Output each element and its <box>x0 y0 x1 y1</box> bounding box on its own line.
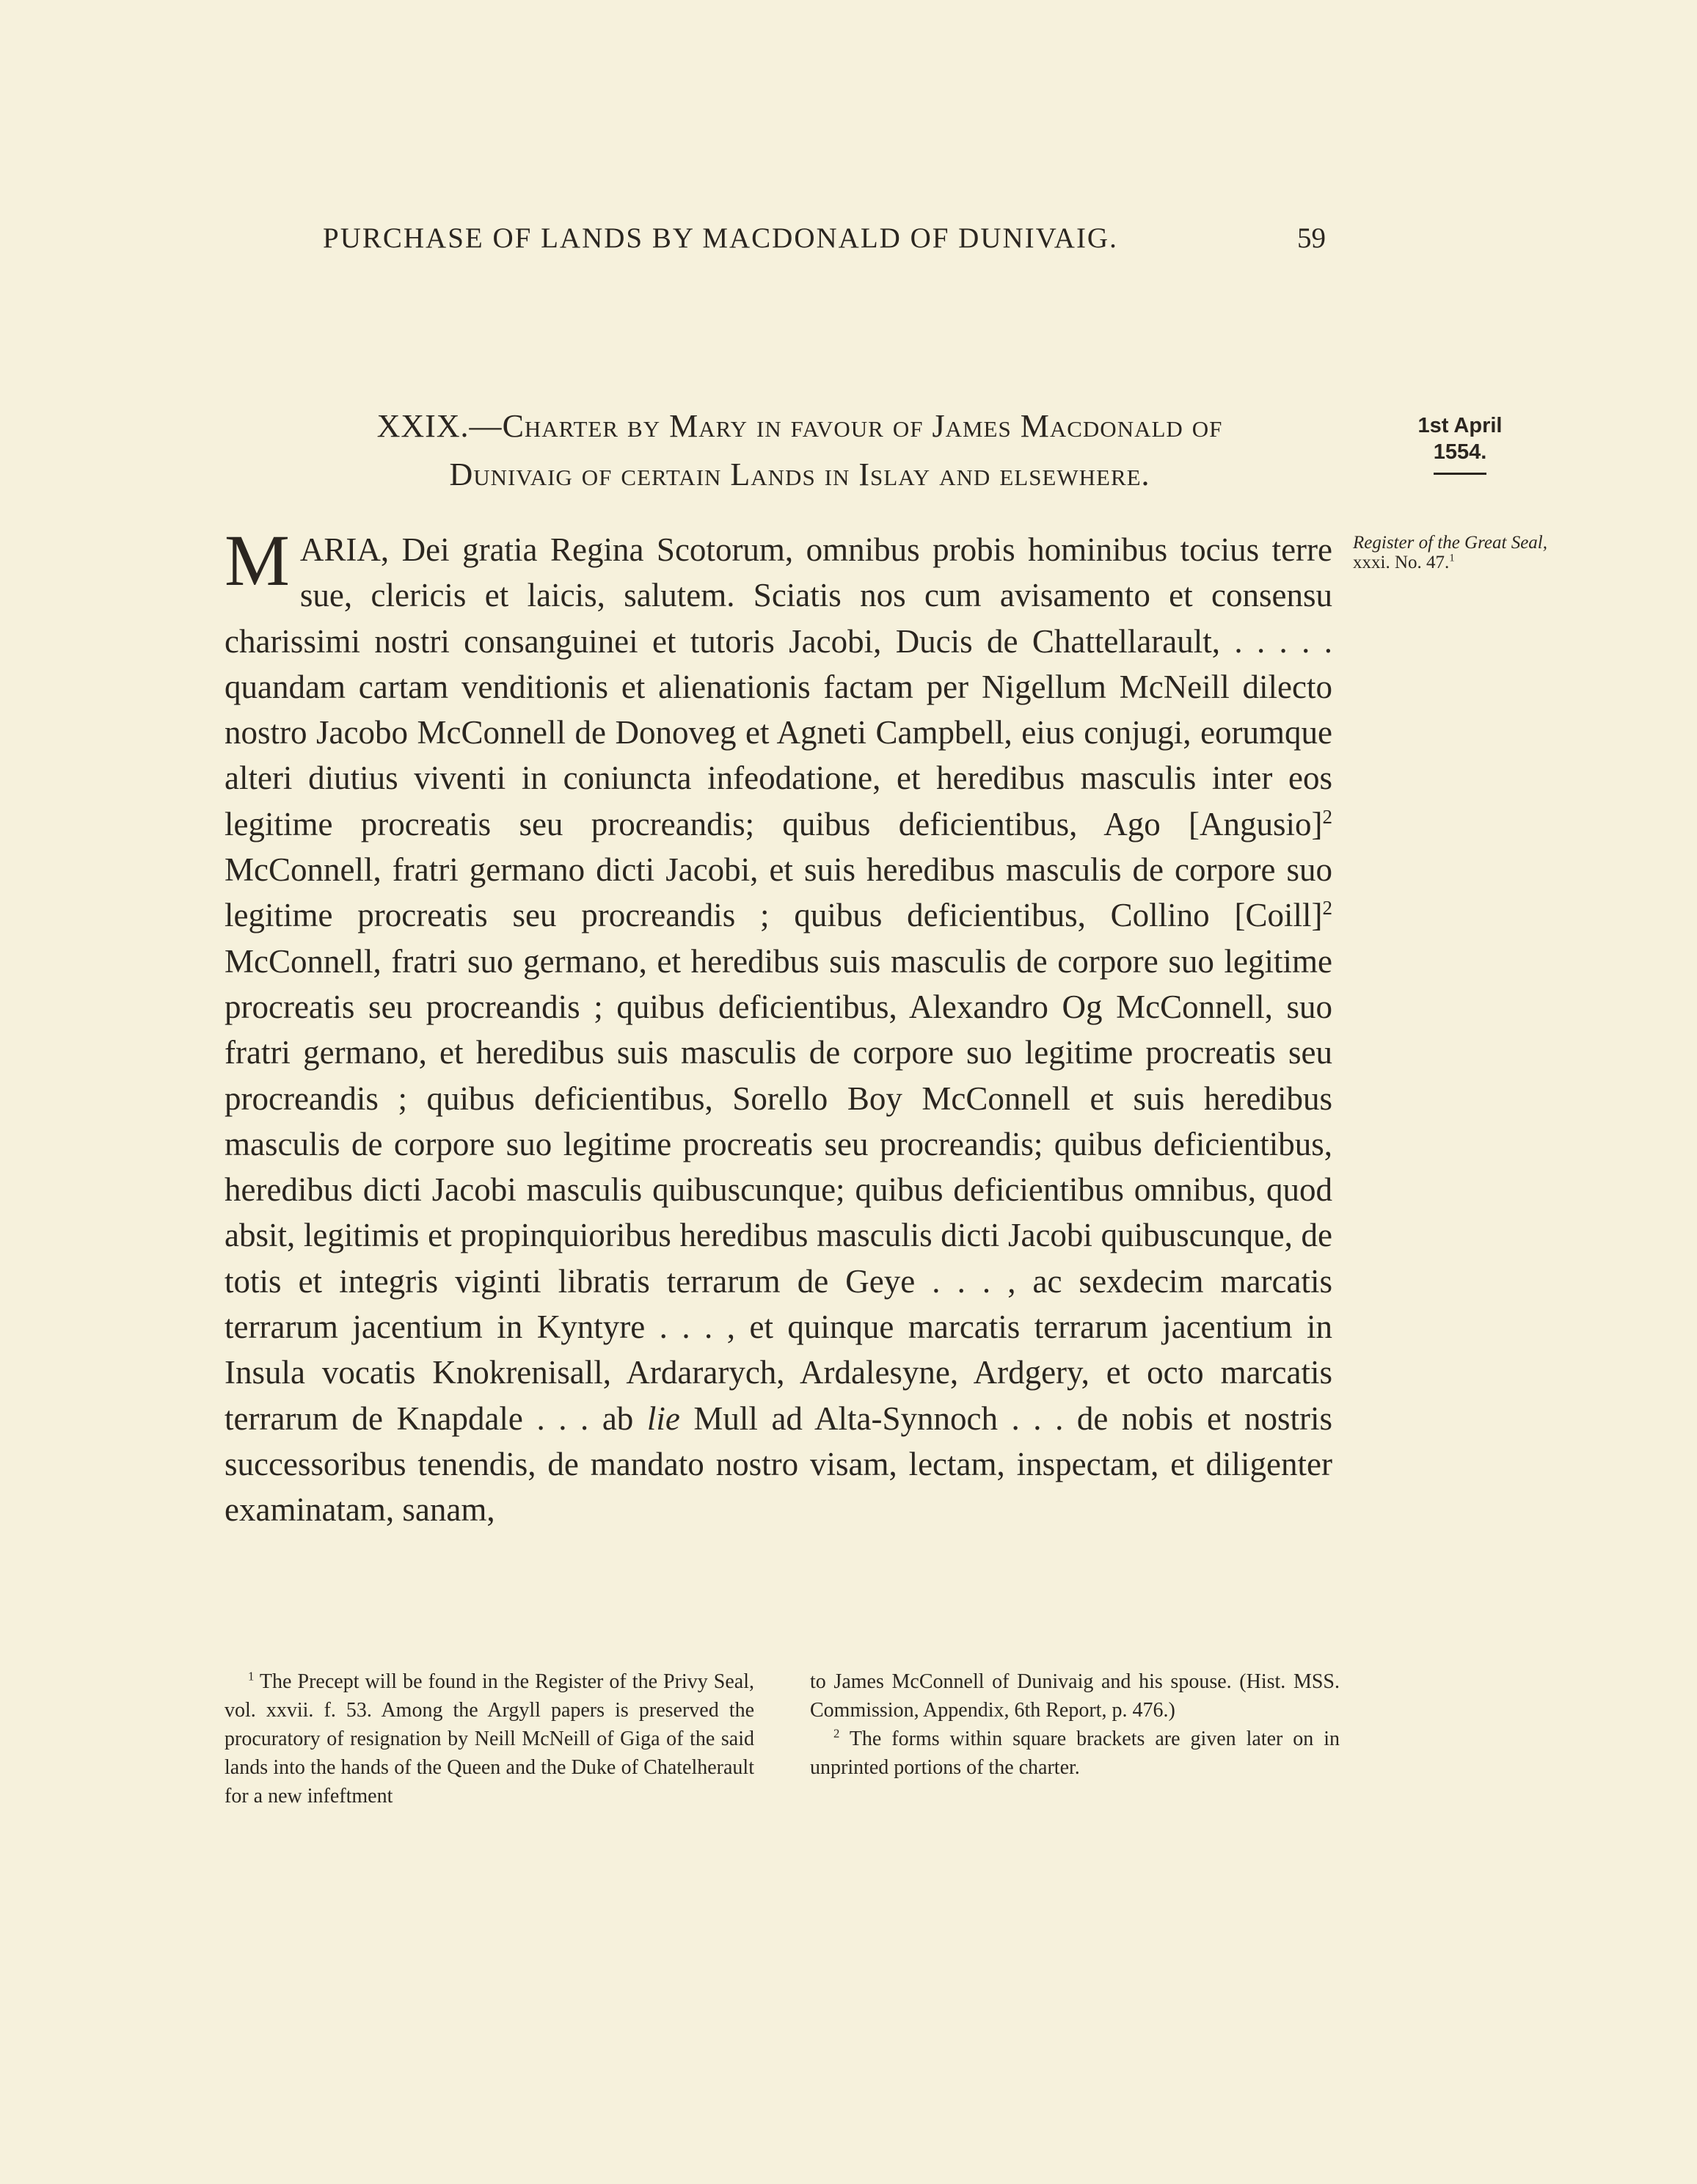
footnote-1-continued: to James McConnell of Dunivaig and his spouse. (Hist. MSS. Commission, Appendix, 6th Report, p. 476.) <box>810 1670 1340 1722</box>
body-text-part-4: Mull ad Alta-Synnoch . . . de nobis et nostris successoribus tenendis, de mandato nostro visam, lectam, inspectam, et diligenter examinatam, sanam, <box>225 1399 1332 1529</box>
footnote-2-text: The forms within square brackets are given later on in unprinted portions of the charter. <box>810 1728 1340 1779</box>
footnote-column-right <box>810 1667 1340 1810</box>
footnotes <box>225 1667 1340 1810</box>
running-title: PURCHASE OF LANDS BY MACDONALD OF DUNIVAIG. <box>323 222 1118 254</box>
margin-date-rule <box>1434 473 1486 475</box>
footnote-1-text: The Precept will be found in the Register of the Privy Seal, vol. xxvii. f. 53. Among the Argyll papers is preserved the procuratory of resignation by Neill McNeill of Giga of the said lands into the hands of the Queen and the Duke of Chatelherault for a new infeftment <box>225 1670 754 1808</box>
title-line-1 <box>279 402 1321 451</box>
footnote-column-left <box>225 1667 754 1810</box>
charter-body <box>225 520 1332 1533</box>
margin-date-line-1: 1st April <box>1417 414 1503 437</box>
footnote-mark: 1 <box>1449 552 1455 564</box>
footnote-mark: 2 <box>1322 805 1332 828</box>
footnote-1 <box>225 1667 754 1810</box>
footnote-2 <box>810 1725 1340 1782</box>
body-text-part-1: ARIA, Dei gratia Regina Scotorum, omnibus probis hominibus tocius terre sue, clericis et laicis, salutem. Sciatis nos cum avisamento et consensu charissimi nostri consanguinei et tutoris Jacobi, Ducis de Chattellarault, . . . . . quandam cartam venditionis et alienationis factam per Nigellum McNeill dilecto nostro Jacobo McConnell de Donoveg et Agneti Campbell, eius conjugi, eorumque alteri diutius viventi in coniuncta infeodatione, et heredibus masculis inter eos legitime procreatis seu procreandis; quibus deficientibus, Ago [Angusio] <box>225 531 1332 842</box>
body-italic-word: lie <box>646 1399 680 1437</box>
title-line-2: Dunivaig of certain Lands in Islay and elsewhere. <box>449 456 1150 492</box>
margin-reference-rest: xxxi. No. 47. <box>1353 553 1450 572</box>
body-text-part-2: McConnell, fratri germano dicti Jacobi, et suis heredibus masculis de corpore suo legitime procreatis seu procreandis ; quibus deficientibus, Collino [Coill] <box>225 851 1332 934</box>
footnote-mark: 2 <box>833 1726 840 1741</box>
body-text-part-3: McConnell, fratri suo germano, et heredibus suis masculis de corpore suo legitime procreatis seu procreandis ; quibus deficientibus, Alexandro Og McConnell, suo fratri germano, et heredibus suis masculis de corpore suo legitime procreatis seu procreandis ; quibus deficientibus, Sorello Boy McConnell et suis heredibus masculis de corpore suo legitime procreatis seu procreandis; quibus deficientibus, heredibus dicti Jacobi masculis quibuscunque; quibus deficientibus omnibus, quod absit, legitimis et propinquioribus heredibus masculis dicti Jacobi quibuscunque, de totis et integris viginti libratis terrarum de Geye . . . , ac sexdecim marcatis terrarum jacentium in Kyntyre . . . , et quinque marcatis terrarum jacentium in Insula vocatis Knokrenisall, Ardararych, Ardalesyne, Ardgery, et octo marcatis terrarum de Knapdale . . . ab <box>225 942 1332 1437</box>
title-line-1-text: Charter by Mary in favour of James Macdonald of <box>502 408 1223 444</box>
charter-title <box>279 402 1321 499</box>
margin-reference-italic: Register of the Great Seal, <box>1353 533 1547 553</box>
page-number: 59 <box>1297 222 1326 254</box>
title-numeral: XXIX.— <box>376 408 503 444</box>
margin-reference <box>1353 533 1573 572</box>
drop-cap: M <box>225 520 290 601</box>
margin-date-line-2: 1554. <box>1433 440 1487 464</box>
margin-date <box>1394 412 1526 475</box>
footnote-mark: 1 <box>248 1669 255 1684</box>
footnote-mark: 2 <box>1322 897 1332 920</box>
